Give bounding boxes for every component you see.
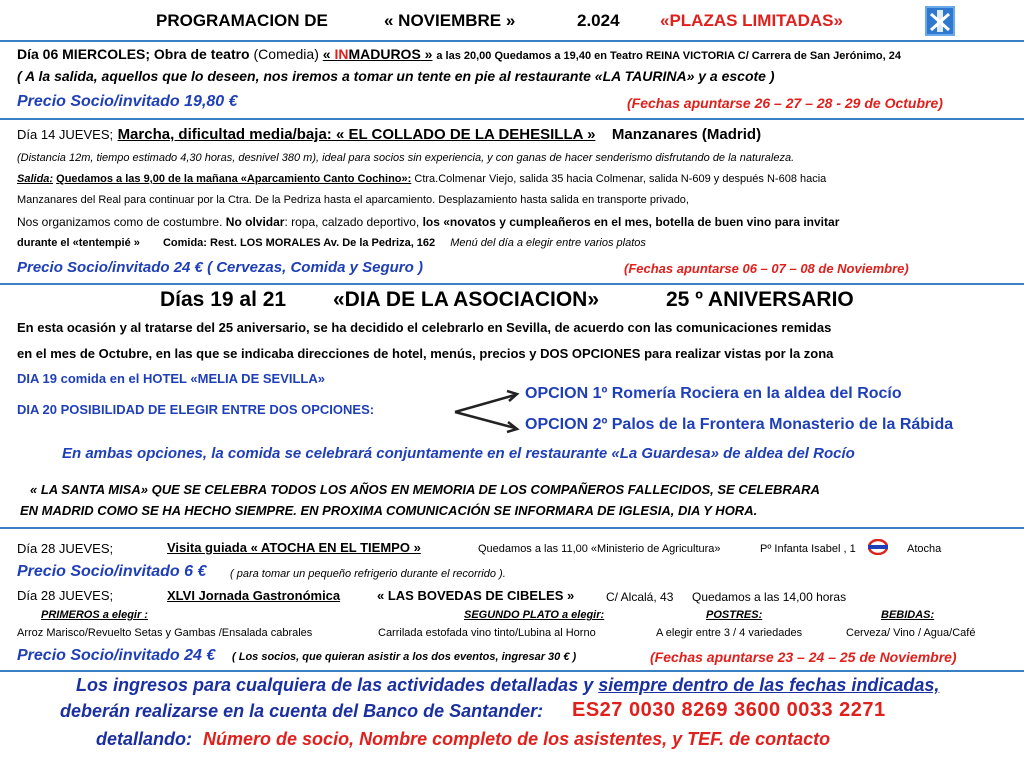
event2-place: Manzanares (Madrid): [611, 126, 762, 143]
event2-line: [17, 126, 761, 144]
event4-address: C/ Alcalá, 43: [606, 590, 674, 604]
event3-visit: Visita guiada « ATOCHA EN EL TIEMPO »: [167, 540, 421, 555]
menu-header-primeros: PRIMEROS a elegir :: [41, 609, 148, 621]
metro-icon: [868, 539, 888, 555]
menu-item-segundo: Carrilada estofada vino tinto/Lubina al Horno: [378, 627, 596, 639]
anniv-ambas: En ambas opciones, la comida se celebrará conjuntamente en el restaurante «La Guardesa» de aldea del Rocío: [62, 445, 855, 462]
anniv-day19: DIA 19 comida en el HOTEL «MELIA DE SEVILLA»: [17, 371, 325, 386]
event2-salida: Salida: Quedamos a las 9,00 de la mañana «Aparcamiento Canto Cochino»: Ctra.Colmenar Viejo, salida 35 hacia Colmenar, salida N-609 y después N-608 hacia: [17, 173, 827, 185]
event2-route: Manzanares del Real para continuar por la Ctra. De la Pedriza hasta el aparcamiento. Desplazamiento hasta salida en transporte privado,: [17, 194, 689, 206]
footer-line2: deberán realizarse en la cuenta del Banco de Santander:: [60, 701, 544, 721]
menu-item-primeros: Arroz Marisco/Revuelto Setas y Gambas /Ensalada cabrales: [17, 627, 313, 639]
event2-desc: (Distancia 12m, tiempo estimado 4,30 horas, desnivel 380 m), ideal para socios sin experiencia, y con ganas de hacer senderismo disfrutando de la naturaleza.: [17, 152, 795, 164]
menu-item-postres: A elegir entre 3 / 4 variedades: [656, 627, 803, 639]
footer-iban: ES27 0030 8269 3600 0033 2271: [572, 699, 886, 721]
anniv-misa1: « LA SANTA MISA» QUE SE CELEBRA TODOS LOS AÑOS EN MEMORIA DE LOS COMPAÑEROS FALLECIDOS, SE CELEBRARA: [30, 482, 820, 497]
options-arrows-icon: [451, 388, 523, 438]
divider: [0, 283, 1024, 285]
event4-jornada: XLVI Jornada Gastronómica: [167, 588, 341, 603]
anniv-option1: OPCION 1º Romería Rociera en la aldea del Rocío: [525, 385, 902, 402]
menu-item-bebidas: Cerveza/ Vino / Agua/Café: [846, 627, 976, 639]
event1-activity: Obra de teatro: [153, 46, 250, 62]
anniv-p2: en el mes de Octubre, en las que se indicaba direcciones de hotel, menús, precios y DOS OPCIONES para realizar vistas por la zona: [17, 346, 834, 361]
event1-day: Día 06 MIERCOLES;: [17, 46, 151, 62]
event1-dates: (Fechas apuntarse 26 – 27 – 28 - 29 de Octubre): [627, 95, 943, 111]
footer-line1: Los ingresos para cualquiera de las actividades detalladas y siempre dentro de las fechas indicadas,: [76, 675, 940, 695]
event4-dates: (Fechas apuntarse 23 – 24 – 25 de Noviembre): [650, 649, 957, 665]
anniv-name: «DIA DE LA ASOCIACION»: [333, 288, 600, 311]
event1-details: a las 20,00 Quedamos a 19,40 en Teatro REINA VICTORIA C/ Carrera de San Jerónimo, 24: [436, 50, 901, 62]
event4-bovedas: « LAS BOVEDAS DE CIBELES »: [377, 588, 575, 603]
anniv-anniversary: 25 º ANIVERSARIO: [666, 288, 854, 311]
menu-header-bebidas: BEBIDAS:: [881, 609, 935, 621]
event1-genre: (Comedia): [253, 46, 319, 62]
event2-price: Precio Socio/invitado 24 € ( Cervezas, Comida y Seguro ): [17, 259, 423, 276]
header-month: « NOVIEMBRE »: [384, 11, 516, 30]
event4-meet: Quedamos a las 14,00 horas: [692, 590, 847, 604]
event3-meet: Quedamos a las 11,00 «Ministerio de Agricultura»: [478, 543, 721, 555]
event3-day: Día 28 JUEVES;: [17, 541, 114, 556]
event1-note: ( A la salida, aquellos que lo deseen, nos iremos a tomar un tente en pie al restaurante «LA TAURINA» y a escote ): [17, 68, 775, 84]
event1-price: Precio Socio/invitado 19,80 €: [17, 93, 238, 110]
header-year: 2.024: [577, 11, 620, 30]
event2-organize: Nos organizamos como de costumbre. No olvidar: ropa, calzado deportivo, los «novatos y cumpleañeros en el mes, botella de buen vino para invitar: [17, 215, 840, 229]
event3-address: Pº Infanta Isabel , 1: [760, 543, 856, 555]
header-title: PROGRAMACION DE: [156, 11, 328, 30]
anniv-option2: OPCION 2º Palos de la Frontera Monasterio de la Rábida: [525, 416, 954, 433]
divider: [0, 670, 1024, 672]
divider: [0, 118, 1024, 120]
anniv-misa2: EN MADRID COMO SE HA HECHO SIEMPRE. EN PROXIMA COMUNICACIÓN SE INFORMARA DE IGLESIA, DIA Y HORA.: [20, 503, 758, 518]
event2-food: durante el «tentempié » Comida: Rest. LOS MORALES Av. De la Pedriza, 162 Menú del día a elegir entre varios platos: [17, 237, 646, 249]
event2-day: Día 14 JUEVES;: [17, 127, 114, 142]
header-limited: «PLAZAS LIMITADAS»: [660, 11, 843, 30]
event4-note: ( Los socios, que quieran asistir a los dos eventos, ingresar 30 € ): [232, 651, 577, 663]
anniv-p1: En esta ocasión y al tratarse del 25 aniversario, se ha decidido el celebrarlo en Sevilla, de acuerdo con las comunicaciones remidas: [17, 320, 832, 335]
event3-station: Atocha: [907, 543, 942, 555]
menu-header-segundo: SEGUNDO PLATO a elegir:: [464, 609, 605, 621]
event1-line: [17, 46, 901, 62]
association-logo: [925, 6, 955, 36]
menu-header-postres: POSTRES:: [706, 609, 763, 621]
event3-price: Precio Socio/invitado 6 €: [17, 563, 207, 580]
divider: [0, 40, 1024, 42]
event2-dates: (Fechas apuntarse 06 – 07 – 08 de Noviembre): [624, 261, 909, 276]
anniv-days: Días 19 al 21: [160, 288, 287, 311]
event2-title: Marcha, dificultad media/baja: « EL COLLADO DE LA DEHESILLA »: [117, 126, 596, 143]
event1-play: « INMADUROS »: [322, 46, 433, 62]
divider: [0, 527, 1024, 529]
event4-day: Día 28 JUEVES;: [17, 588, 114, 603]
footer-line3: detallando: Número de socio, Nombre completo de los asistentes, y TEF. de contacto: [96, 729, 831, 749]
anniv-day20: DIA 20 POSIBILIDAD DE ELEGIR ENTRE DOS OPCIONES:: [17, 402, 375, 417]
event4-price: Precio Socio/invitado 24 €: [17, 647, 216, 664]
event3-note: ( para tomar un pequeño refrigerio durante el recorrido ).: [230, 568, 506, 580]
